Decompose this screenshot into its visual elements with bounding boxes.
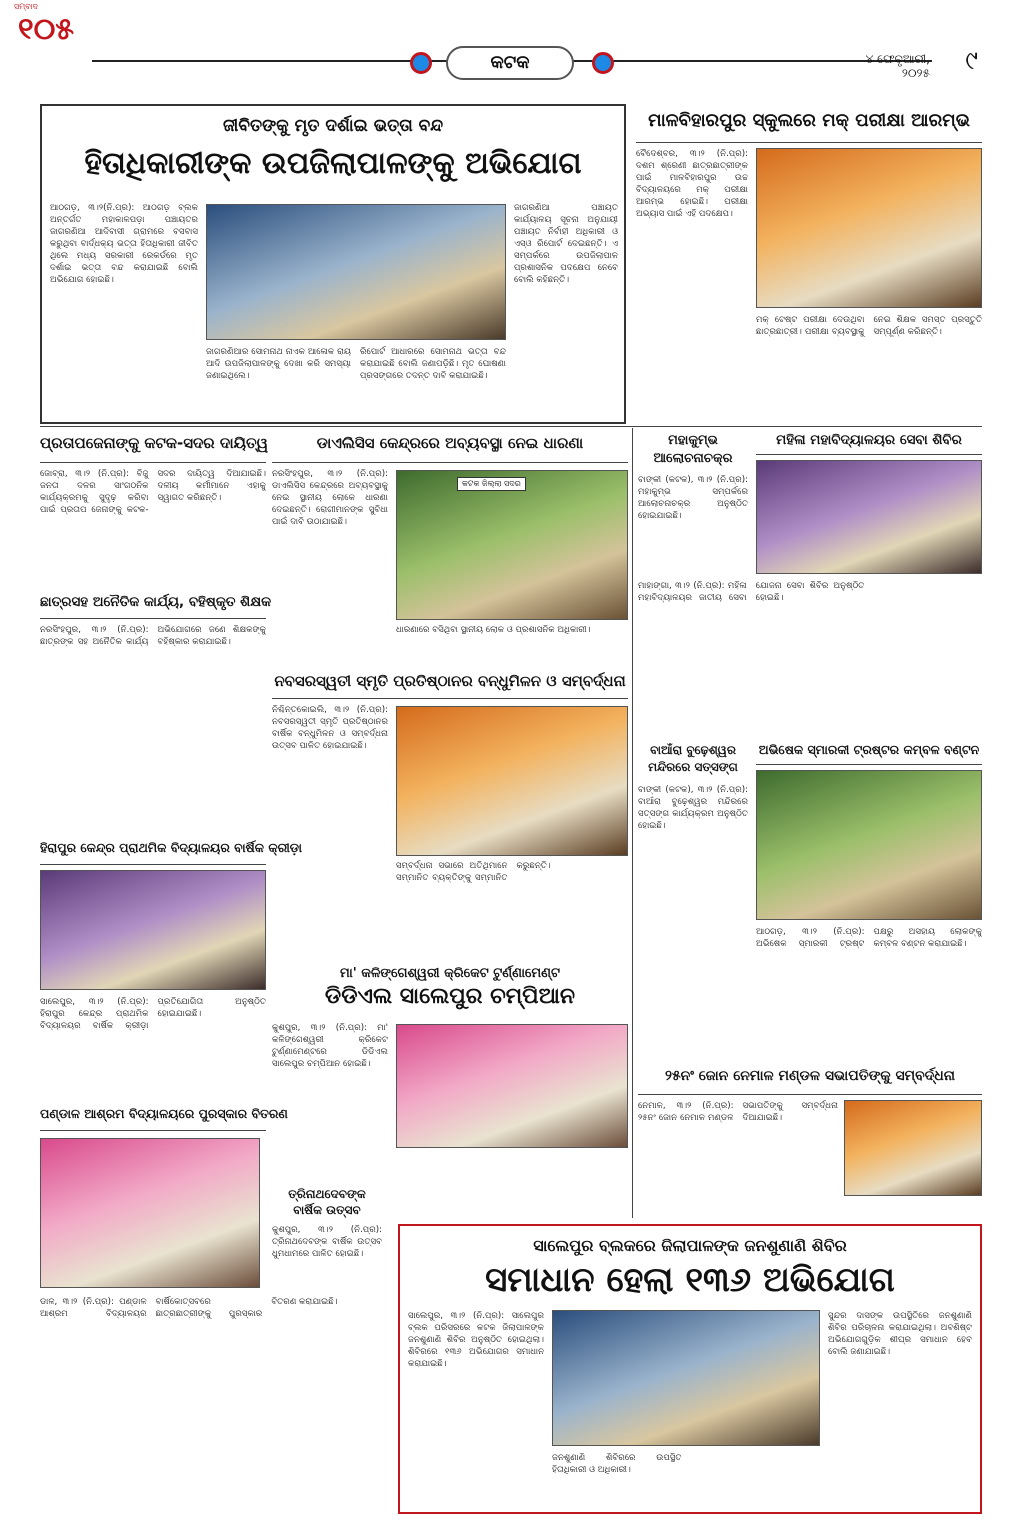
article-photo xyxy=(756,460,982,574)
headline-rule xyxy=(272,462,628,463)
article-body: ସାଲେପୁର, ୩।୨ (ନି.ପ୍ର): ସାଲେପୁର ବ୍ଲକ ପରିସରରେ କଟକ ଜିଲାପାଳଙ୍କ ଜନଶୁଣାଣି ଶିବିର ଅନୁଷ୍ଠିତ ହୋଇଥିଲା। ଶିବିରରେ ୧୩୬ ଅଭିଯୋଗର ସମାଧାନ କରାଯାଇଛି। xyxy=(408,1311,544,1369)
article-photo xyxy=(396,470,628,620)
article-headline: ଅଭିଷେକ ସ୍ମାରକୀ ଟ୍ରଷ୍ଟର କମ୍ବଳ ବଣ୍ଟନ xyxy=(758,742,980,757)
article-body: ସାଲେପୁର, ୩।୨ (ନି.ପ୍ର): ହିରାପୁର କେନ୍ଦ୍ର ପ୍ରାଥମିକ ବିଦ୍ୟାଳୟର ବାର୍ଷିକ କ୍ରୀଡ଼ା ପ୍ରତିଯୋଗିତା ଅନୁଷ୍ଠିତ ହୋଇଯାଇଛି। xyxy=(40,997,266,1031)
issue-date-line2: ୨୦୨୫ xyxy=(901,66,930,80)
article-body: ନେମାଳ, ୩।୨ (ନି.ପ୍ର): ୨୫ନଂ ଜୋନ ନେମାଳ ମଣ୍ଡଳ ସଭାପତିଙ୍କୁ ସମ୍ବର୍ଦ୍ଧନା ଦିଆଯାଇଛି। xyxy=(638,1101,838,1123)
article-body: ବୈଦେଶ୍ବର, ୩।୨ (ନି.ପ୍ର): ଦଶମ ଶ୍ରେଣୀ ଛାତ୍ରଛାତ୍ରୀଙ୍କ ପାଇଁ ମାଳବିହାରପୁର ଉଚ୍ଚ ବିଦ୍ୟାଳୟରେ ମକ୍‌ ପରୀକ୍ଷା ଆରମ୍ଭ ହୋଇଛି। ପରୀକ୍ଷା ଅଭ୍ୟାସ ପାଇଁ ଏହି ପଦକ୍ଷେପ। xyxy=(636,149,748,219)
article-headline: ଛାତ୍ରସହ ଅନୈତିକ କାର୍ଯ୍ୟ, ବହିଷ୍କୃତ ଶିକ୍ଷକ xyxy=(40,594,272,610)
article-headline: ଡିଡିଏଲ ସାଲେପୁର ଚମ୍ପିଆନ xyxy=(324,984,576,1009)
article-body-col2: ଜାଗରଣିଆର ସୋମନାଥ ନାଏକ ଆଳୋକ ରାୟ ଆଦି ଉପଜିଲାପାଳଙ୍କୁ ଦେଖା କରି ସମସ୍ୟା ଜଣାଇଥିଲେ। xyxy=(206,347,351,381)
headline-rule xyxy=(636,142,982,143)
article-headline: ଡାଏଲିସିସ କେନ୍ଦ୍ରରେ ଅବ୍ୟବସ୍ଥା ନେଇ ଧାରଣା xyxy=(316,434,584,452)
headline-rule xyxy=(756,454,982,455)
article-headline: ହିରାପୁର କେନ୍ଦ୍ର ପ୍ରାଥମିକ ବିଦ୍ୟାଳୟର ବାର୍ଷିକ କ୍ରୀଡ଼ା xyxy=(40,840,302,855)
article-headline: ହିତାଧିକାରୀଙ୍କ ଉପଜିଲାପାଳଙ୍କୁ ଅଭିଯୋଗ xyxy=(84,146,582,181)
article-hirapur-sports xyxy=(40,838,302,1100)
article-public-grievance xyxy=(398,1224,982,1514)
article-cricket xyxy=(272,966,628,1176)
newspaper-logo: ୧୦୫ xyxy=(17,12,75,47)
article-photo xyxy=(396,1024,628,1148)
issue-date-line1: ୪ ଫେବୃଆରୀ, xyxy=(865,52,930,66)
article-headline: ପଣ୍ଡାଳ ଆଶ୍ରମ ବିଦ୍ୟାଳୟରେ ପୁରସ୍କାର ବିତରଣ xyxy=(40,1106,288,1121)
section-dot-left-icon xyxy=(410,52,432,74)
article-headline: ବାଆଁରା ବୁଢ଼େଶ୍ୱର ମନ୍ଦିରରେ ସତ୍ସଙ୍ଗ xyxy=(648,743,738,774)
article-dialysis xyxy=(272,428,628,668)
article-photo xyxy=(396,706,628,856)
article-photo xyxy=(40,870,266,990)
article-body: ବାଙ୍କୀ (କଟକ), ୩।୨ (ନି.ପ୍ର): ମହାକୁମ୍ଭ ସମ୍ପର୍କରେ ଆଲୋଚନାଚକ୍ର ଅନୁଷ୍ଠିତ ହୋଇଯାଇଛି। xyxy=(638,475,748,521)
article-blanket-distribution xyxy=(756,740,982,1062)
article-photo xyxy=(552,1310,820,1446)
article-headline: ମହିଳା ମହାବିଦ୍ୟାଳୟର ସେବା ଶିବିର xyxy=(776,432,962,448)
article-body: ନରସିଂହପୁର, ୩।୨ (ନି.ପ୍ର): ଛାତ୍ରଙ୍କ ସହ ଅନୈତିକ କାର୍ଯ୍ୟ ଅଭିଯୋଗରେ ଜଣେ ଶିକ୍ଷକଙ୍କୁ ବହିଷ୍କାର କରାଯାଇଛି। xyxy=(40,625,266,647)
article-photo xyxy=(40,1138,260,1288)
article-trinath xyxy=(272,1184,382,1514)
article-body-col1: ଆଠଗଡ଼, ୩।୨(ନି.ପ୍ର): ଆଠଗଡ଼ ବ୍ଲକ ଅନ୍ତର୍ଗତ ମହାକାଳପଡ଼ା ପଞ୍ଚାୟତର ଜାଗରଣିଆ ଆଦିବାସୀ ଗ୍ରାମରେ ବସବାସ କରୁଥିବା ବାର୍ଦ୍ଧକ୍ୟ ଭତ୍ତା ହିତାଧିକାରୀ ଜୀବିତ ଥିଲେ ମଧ୍ୟ ସରକାରୀ ରେକର୍ଡରେ ମୃତ ଦର୍ଶାଇ ଭତ୍ତା ବନ୍ଦ କରାଯାଇଛି ବୋଲି ଅଭିଯୋଗ ହୋଇଛି। xyxy=(50,203,198,285)
article-nabasaraswati xyxy=(272,670,628,964)
row-divider xyxy=(40,426,982,427)
article-kicker: ମା' କଳିଙ୍ଗେଶ୍ୱରୀ କ୍ରିକେଟ ଟୁର୍ଣ୍ଣାମେଣ୍ଟ xyxy=(340,966,560,981)
article-mock-exam xyxy=(636,104,982,426)
article-body: ନରସିଂହପୁର, ୩।୨ (ନି.ପ୍ର): ଡାଏଲିସିସ କେନ୍ଦ୍ରରେ ଅବ୍ୟବସ୍ଥାକୁ ନେଇ ସ୍ଥାନୀୟ ଲୋକେ ଧାରଣା ଦେଇଛନ୍ତି। ରୋଗୀମାନଙ୍କ ସୁବିଧା ପାଇଁ ଦାବି ଉଠାଯାଇଛି। xyxy=(272,469,388,527)
article-photo xyxy=(844,1100,982,1196)
headline-rule xyxy=(40,864,266,865)
article-headline: ତ୍ରିନାଥଦେବଙ୍କ ବାର୍ଷିକ ଉତ୍ସବ xyxy=(288,1187,366,1217)
headline-rule xyxy=(40,1130,266,1131)
article-photo xyxy=(206,204,506,340)
article-headline: ୨୫ନଂ ଜୋନ ନେମାଳ ମଣ୍ଡଳ ସଭାପତିଙ୍କୁ ସମ୍ବର୍ଦ୍ଧନା xyxy=(664,1068,956,1084)
article-body: ମାହାଙ୍ଗା, ୩।୨ (ନି.ପ୍ର): ମହିଳା ମହାବିଦ୍ୟାଳୟର ଜାତୀୟ ସେବା ଯୋଜନା ସେବା ଶିବିର ଅନୁଷ୍ଠିତ ହୋଇଛି। xyxy=(638,581,865,603)
article-body: ଜୋବ୍ରା, ୩।୨ (ନି.ପ୍ର): ବିଜୁ ଜନତା ଦଳର ସାଂଗଠନିକ କାର୍ଯ୍ୟକ୍ରମକୁ ସୁଦୃଢ଼ କରିବା ପାଇଁ ପ୍ରତାପ ଜେନାଙ୍କୁ କଟକ-ସଦର ଦାୟିତ୍ୱ ଦିଆଯାଇଛି। ଦଳୀୟ କର୍ମୀମାନେ ଏହାକୁ ସ୍ୱାଗତ କରିଛନ୍ତି। xyxy=(40,469,266,515)
article-beneficiary-complaint xyxy=(40,104,626,424)
article-baanra-temple xyxy=(638,740,748,1060)
article-headline: ମାଳବିହାରପୁର ସ୍କୁଲରେ ମକ୍‌ ପରୀକ୍ଷା ଆରମ୍ଭ xyxy=(648,110,970,131)
column-divider xyxy=(632,428,633,1218)
article-body: ବାଙ୍କୀ (କଟକ), ୩।୨ (ନି.ପ୍ର): ବାଆଁରା ବୁଢ଼େଶ୍ୱର ମନ୍ଦିରରେ ସତ୍ସଙ୍ଗ କାର୍ଯ୍ୟକ୍ରମ ଅନୁଷ୍ଠିତ ହୋଇଛି। xyxy=(638,785,748,831)
article-body-continued: ସୁନ୍ଦର ଦାସଙ୍କ ଉପସ୍ଥିତିରେ ଜନଶୁଣାଣି ଶିବିର ପରିଚାଳନା କରାଯାଇଥିଲା। ଅବଶିଷ୍ଟ ଅଭିଯୋଗଗୁଡ଼ିକ ଶୀଘ୍ର ସମାଧାନ ହେବ ବୋଲି ଜଣାଯାଇଛି। xyxy=(828,1311,972,1357)
article-prataap-jena xyxy=(40,428,269,588)
article-body-col3: ରିପୋର୍ଟ ଆଧାରରେ ସୋମନାଥ ଭତ୍ତା ବନ୍ଦ କରାଯାଇଛି ବୋଲି ଜଣାପଡ଼ିଛି। ମୃତ ଘୋଷଣା ପ୍ରସଙ୍ଗରେ ତଦନ୍ତ ଦାବି କରାଯାଇଛି। xyxy=(360,347,506,381)
headline-rule xyxy=(638,1094,982,1095)
headline-rule xyxy=(40,618,266,619)
article-caption: ସମ୍ବର୍ଦ୍ଧନା ସଭାରେ ଅତିଥିମାନେ ସମ୍ମାନିତ ବ୍ୟକ୍ତିଙ୍କୁ ସମ୍ମାନିତ କରୁଛନ୍ତି। xyxy=(396,861,551,883)
article-body: କୁଶପୁର, ୩।୨ (ନି.ପ୍ର): ତ୍ରିନାଥଦେବଙ୍କ ବାର୍ଷିକ ଉତ୍ସବ ଧୁମଧାମରେ ପାଳିତ ହୋଇଛି। xyxy=(272,1225,382,1259)
article-body: ନିଶ୍ଚିନ୍ତକୋଇଲି, ୩।୨ (ନି.ପ୍ର): ନବସରସ୍ୱତୀ ସ୍ମୃତି ପ୍ରତିଷ୍ଠାନର ବାର୍ଷିକ ବନ୍ଧୁମିଳନ ଓ ସମ୍ବର୍ଦ୍ଧନା ଉତ୍ସବ ପାଳିତ ହୋଇଯାଇଛି। xyxy=(272,705,388,751)
article-headline: ସମାଧାନ ହେଲା ୧୩୬ ଅଭିଯୋଗ xyxy=(485,1260,895,1300)
newspaper-logo-subtitle: ସମ୍ବାଦ xyxy=(14,2,38,11)
article-body-col4: ଜାଗରଣିଆ ପଞ୍ଚାୟତ କାର୍ଯ୍ୟାଳୟ ସୂଚନା ଅନୁଯାୟୀ ପଞ୍ଚାୟତ ନିର୍ବାହୀ ଅଧିକାରୀ ଓ ଏସ୍‌ଓ ରିପୋର୍ଟ ଦେଇଛନ୍ତି। ଏ ସମ୍ପର୍କରେ ଉପଜିଲାପାଳ ପ୍ରଶାସନିକ ପଦକ୍ଷେପ ନେବେ ବୋଲି କହିଛନ୍ତି। xyxy=(514,203,618,285)
issue-date xyxy=(866,52,930,80)
headline-rule xyxy=(40,462,266,463)
page-number: ୯ xyxy=(965,46,978,76)
article-kicker: ସାଲେପୁର ବ୍ଲକରେ ଜିଲାପାଳଙ୍କ ଜନଶୁଣାଣି ଶିବିର xyxy=(533,1236,847,1255)
article-teacher-suspended xyxy=(40,590,272,836)
section-dot-right-icon xyxy=(592,52,614,74)
article-headline: ମହାକୁମ୍ଭ ଆଲୋଚନାଚକ୍ର xyxy=(653,433,733,466)
headline-rule xyxy=(272,698,628,699)
article-kicker: ଜୀବିତଙ୍କୁ ମୃତ ଦର୍ଶାଇ ଭତ୍ତା ବନ୍ଦ xyxy=(222,116,444,136)
article-body: କୁଶପୁର, ୩।୨ (ନି.ପ୍ର): ମା' କଳିଙ୍ଗେଶ୍ୱରୀ କ୍ରିକେଟ ଟୁର୍ଣ୍ଣାମେଣ୍ଟରେ ଡିଡିଏଲ ସାଲେପୁର ଚମ୍ପିଆନ ହୋଇଛି। xyxy=(272,1023,388,1069)
article-body: ଆଠଗଡ଼, ୩।୨ (ନି.ପ୍ର): ଅଭିଷେକ ସ୍ମାରକୀ ଟ୍ରଷ୍ଟ ପକ୍ଷରୁ ଅସହାୟ ଲୋକଙ୍କୁ କମ୍ବଳ ବଣ୍ଟନ କରାଯାଇଛି। xyxy=(756,927,982,949)
article-nemala-felicitation xyxy=(638,1066,982,1218)
article-photo xyxy=(756,148,982,308)
headline-rule xyxy=(756,764,982,765)
article-caption: ଧାରଣାରେ ବସିଥିବା ସ୍ଥାନୀୟ ଲୋକ ଓ ପ୍ରଶାସନିକ ଅଧିକାରୀ। xyxy=(396,625,591,635)
article-body: ଡାଳ, ୩।୨ (ନି.ପ୍ର): ପଣ୍ଡାଳ ଆଶ୍ରମ ବିଦ୍ୟାଳୟର ବାର୍ଷିକୋତ୍ସବରେ ଛାତ୍ରଛାତ୍ରୀଙ୍କୁ ପୁରସ୍କାର ବିତରଣ କରାଯାଇଛି। xyxy=(40,1297,338,1319)
article-headline: ନବସରସ୍ୱତୀ ସ୍ମୃତି ପ୍ରତିଷ୍ଠାନର ବନ୍ଧୁମିଳନ ଓ ସମ୍ବର୍ଦ୍ଧନା xyxy=(274,672,626,690)
article-headline: ପ୍ରତାପଜେନାଙ୍କୁ କଟକ-ସଦର ଦାୟିତ୍ୱ xyxy=(40,434,269,452)
section-title: କଟକ xyxy=(446,46,574,80)
article-photo xyxy=(756,770,982,920)
article-caption: ମକ୍‌ ଟେଷ୍ଟ ପରୀକ୍ଷା ଦେଉଥିବା ଛାତ୍ରଛାତ୍ରୀ। ପରୀକ୍ଷା ବ୍ୟବସ୍ଥାକୁ ନେଇ ଶିକ୍ଷକ ସମସ୍ତ ପ୍ରସ୍ତୁତି ସମ୍ପୂର୍ଣ୍ଣ କରିଛନ୍ତି। xyxy=(756,315,982,337)
masthead xyxy=(0,0,1020,92)
photo-signboard: କଟକ ଜିଲ୍ଲା ସଦର xyxy=(457,477,526,491)
article-caption: ଜନଶୁଣାଣି ଶିବିରରେ ଉପସ୍ଥିତ ହିତାଧିକାରୀ ଓ ଅଧିକାରୀ। xyxy=(552,1453,682,1475)
